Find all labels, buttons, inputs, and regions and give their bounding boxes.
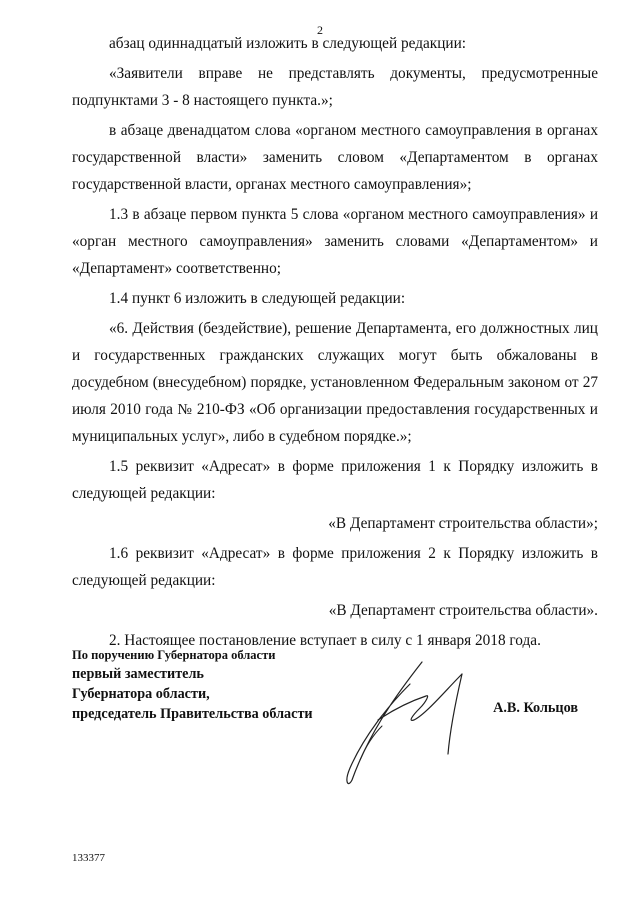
- document-code: 133377: [72, 852, 105, 864]
- addressee-line-2: «В Департамент строительства области».: [328, 602, 598, 619]
- paragraph-2: «Заявители вправе не представлять документы, предусмотренные подпунктами 3 - 8 настоящего пункта.»;: [72, 65, 598, 109]
- handwritten-signature: [330, 650, 480, 790]
- signatory-position-line-2: Губернатора области,: [72, 686, 210, 702]
- page-number: 2: [317, 23, 323, 37]
- document-body: [72, 30, 598, 657]
- paragraph-9: 1.6 реквизит «Адресат» в форме приложения 2 к Порядку изложить в следующей редакции:: [72, 545, 598, 589]
- signatory-position-line-3: председатель Правительства области: [72, 706, 313, 722]
- addressee-line-1: «В Департамент строительства области»;: [328, 515, 598, 532]
- paragraph-3: в абзаце двенадцатом слова «органом местного самоуправления в органах государственной власти» заменить словом «Департаментом в органах государственной власти, органах местного самоуправления»;: [72, 122, 598, 193]
- signatory-name: А.В. Кольцов: [493, 700, 578, 716]
- paragraph-7: 1.5 реквизит «Адресат» в форме приложения 1 к Порядку изложить в следующей редакции:: [72, 458, 598, 502]
- signatory-position-line-1: первый заместитель: [72, 666, 204, 682]
- paragraph-11: 2. Настоящее постановление вступает в силу с 1 января 2018 года.: [109, 632, 541, 649]
- paragraph-4: 1.3 в абзаце первом пункта 5 слова «органом местного самоуправления» и «орган местного самоуправления» заменить словами «Департаментом» и «Департамент» соответственно;: [72, 206, 598, 277]
- paragraph-5: 1.4 пункт 6 изложить в следующей редакции:: [109, 290, 406, 307]
- signature-authority-line: По поручению Губернатора области: [72, 648, 276, 662]
- paragraph-1: абзац одиннадцатый изложить в следующей редакции:: [109, 35, 467, 52]
- paragraph-6: «6. Действия (бездействие), решение Департамента, его должностных лиц и государственных гражданских служащих могут быть обжалованы в досудебном (внесудебном) порядке, установленном Федеральным законом от 27 июля 2010 года № 210-ФЗ «Об организации предоставления государственных и муниципальных услуг», либо в судебном порядке.»;: [72, 320, 598, 445]
